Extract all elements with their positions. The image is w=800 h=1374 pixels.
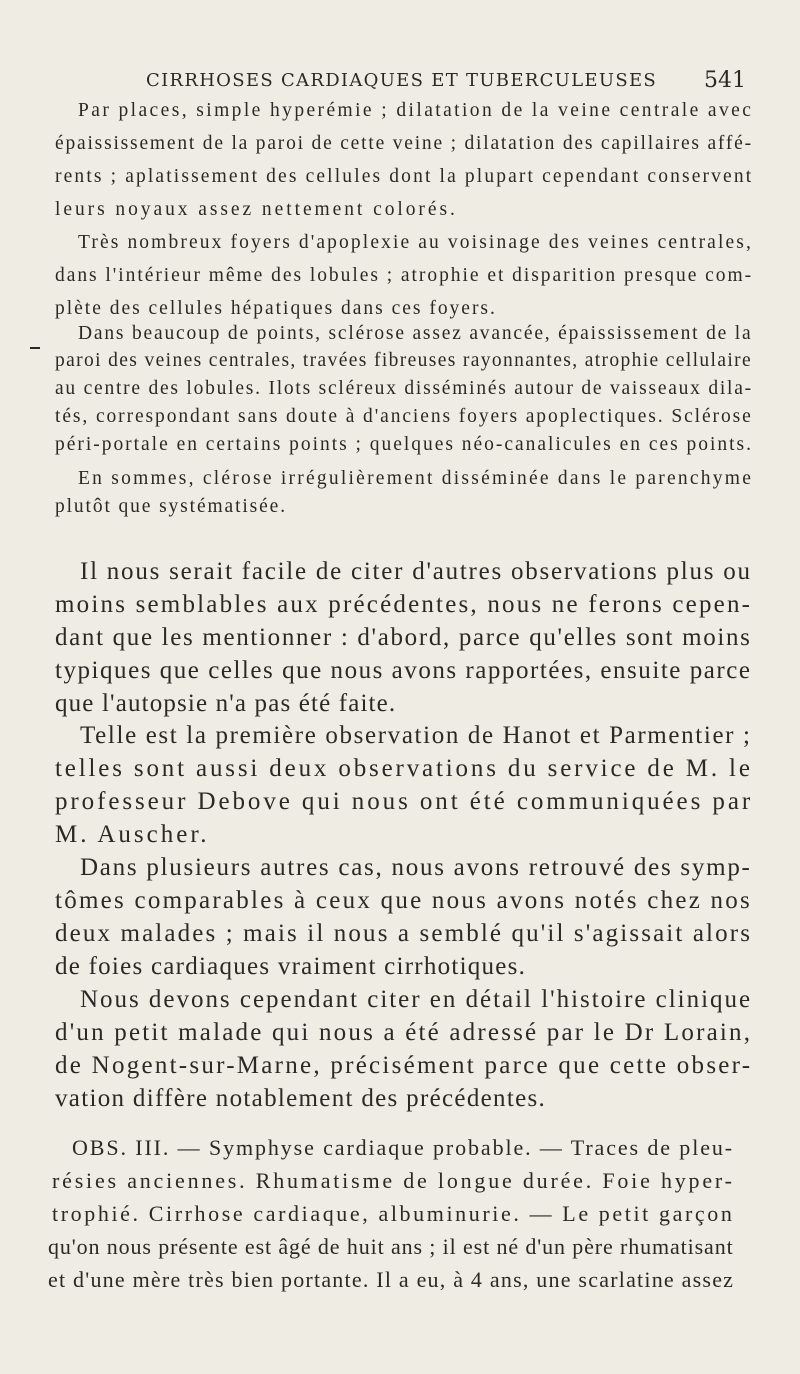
text-line: OBS. III. — Symphyse cardiaque probable. — Traces de pleu-: [72, 1135, 734, 1160]
text-line: péri-portale en certains points ; quelques néo-canalicules en ces points.: [55, 434, 753, 455]
text-line: trophié. Cirrhose cardiaque, albuminurie. — Le petit garçon: [52, 1201, 735, 1226]
text-line: Par places, simple hyperémie ; dilatation de la veine centrale avec: [78, 100, 754, 121]
page-number: 541: [704, 68, 746, 93]
text-line: Dans plusieurs autres cas, nous avons retrouvé des symp-: [80, 854, 752, 881]
text-line: deux malades ; mais il nous a semblé qu'il s'agissait alors: [55, 920, 753, 947]
text-line: telles sont aussi deux observations du service de M. le: [55, 755, 753, 782]
text-line: et d'une mère très bien portante. Il a eu, à 4 ans, une scarlatine assez: [48, 1267, 735, 1292]
text-line: plète des cellules hépatiques dans ces foyers.: [55, 298, 497, 319]
text-line: rents ; aplatissement des cellules dont la plupart cependant conservent: [55, 166, 754, 187]
text-line: épaississement de la paroi de cette veine ; dilatation des capillaires affé-: [55, 133, 753, 154]
text-line: dant que les mentionner : d'abord, parce qu'elles sont moins: [55, 624, 752, 651]
text-line: Il nous serait facile de citer d'autres observations plus ou: [80, 558, 752, 585]
text-line: au centre des lobules. Ilots scléreux disséminés autour de vaisseaux dila-: [55, 378, 753, 399]
text-line: d'un petit malade qui nous a été adressé par le Dr Lorain,: [55, 1019, 753, 1046]
text-line: dans l'intérieur même des lobules ; atrophie et disparition presque com-: [55, 265, 754, 286]
text-line: qu'on nous présente est âgé de huit ans ; il est né d'un père rhumatisant: [48, 1234, 734, 1259]
text-line: vation diffère notablement des précédentes.: [55, 1085, 547, 1112]
text-line: plutôt que systématisée.: [55, 496, 287, 517]
text-line: Dans beaucoup de points, sclérose assez avancée, épaississement de la: [78, 323, 753, 344]
text-line: Nous devons cependant citer en détail l'histoire clinique: [80, 986, 753, 1013]
text-line: paroi des veines centrales, travées fibreuses rayonnantes, atrophie cellulaire: [55, 350, 753, 371]
text-line: résies anciennes. Rhumatisme de longue durée. Foie hyper-: [52, 1168, 735, 1193]
text-line: que l'autopsie n'a pas été faite.: [55, 690, 397, 717]
text-line: En sommes, clérose irrégulièrement disséminée dans le parenchyme: [78, 468, 754, 489]
text-line: moins semblables aux précédentes, nous ne ferons cepen-: [55, 591, 753, 618]
text-line: professeur Debove qui nous ont été communiquées par: [55, 788, 754, 815]
text-line: de foies cardiaques vraiment cirrhotiques.: [55, 953, 527, 980]
text-line: de Nogent-sur-Marne, précisément parce que cette obser-: [55, 1052, 753, 1079]
text-line: Telle est la première observation de Hanot et Parmentier ;: [80, 722, 752, 749]
text-line: leurs noyaux assez nettement colorés.: [55, 199, 458, 220]
text-line: M. Auscher.: [55, 821, 210, 848]
text-line: Très nombreux foyers d'apoplexie au voisinage des veines centrales,: [78, 232, 753, 253]
text-line: tômes comparables à ceux que nous avons notés chez nos: [55, 887, 753, 914]
running-title: CIRRHOSES CARDIAQUES ET TUBERCULEUSES: [146, 70, 658, 91]
text-line: typiques que celles que nous avons rapportées, ensuite parce: [55, 657, 752, 684]
running-header: [146, 70, 746, 91]
text-line: tés, correspondant sans doute à d'anciens foyers apoplectiques. Sclérose: [55, 406, 753, 427]
margin-mark: [30, 347, 40, 349]
